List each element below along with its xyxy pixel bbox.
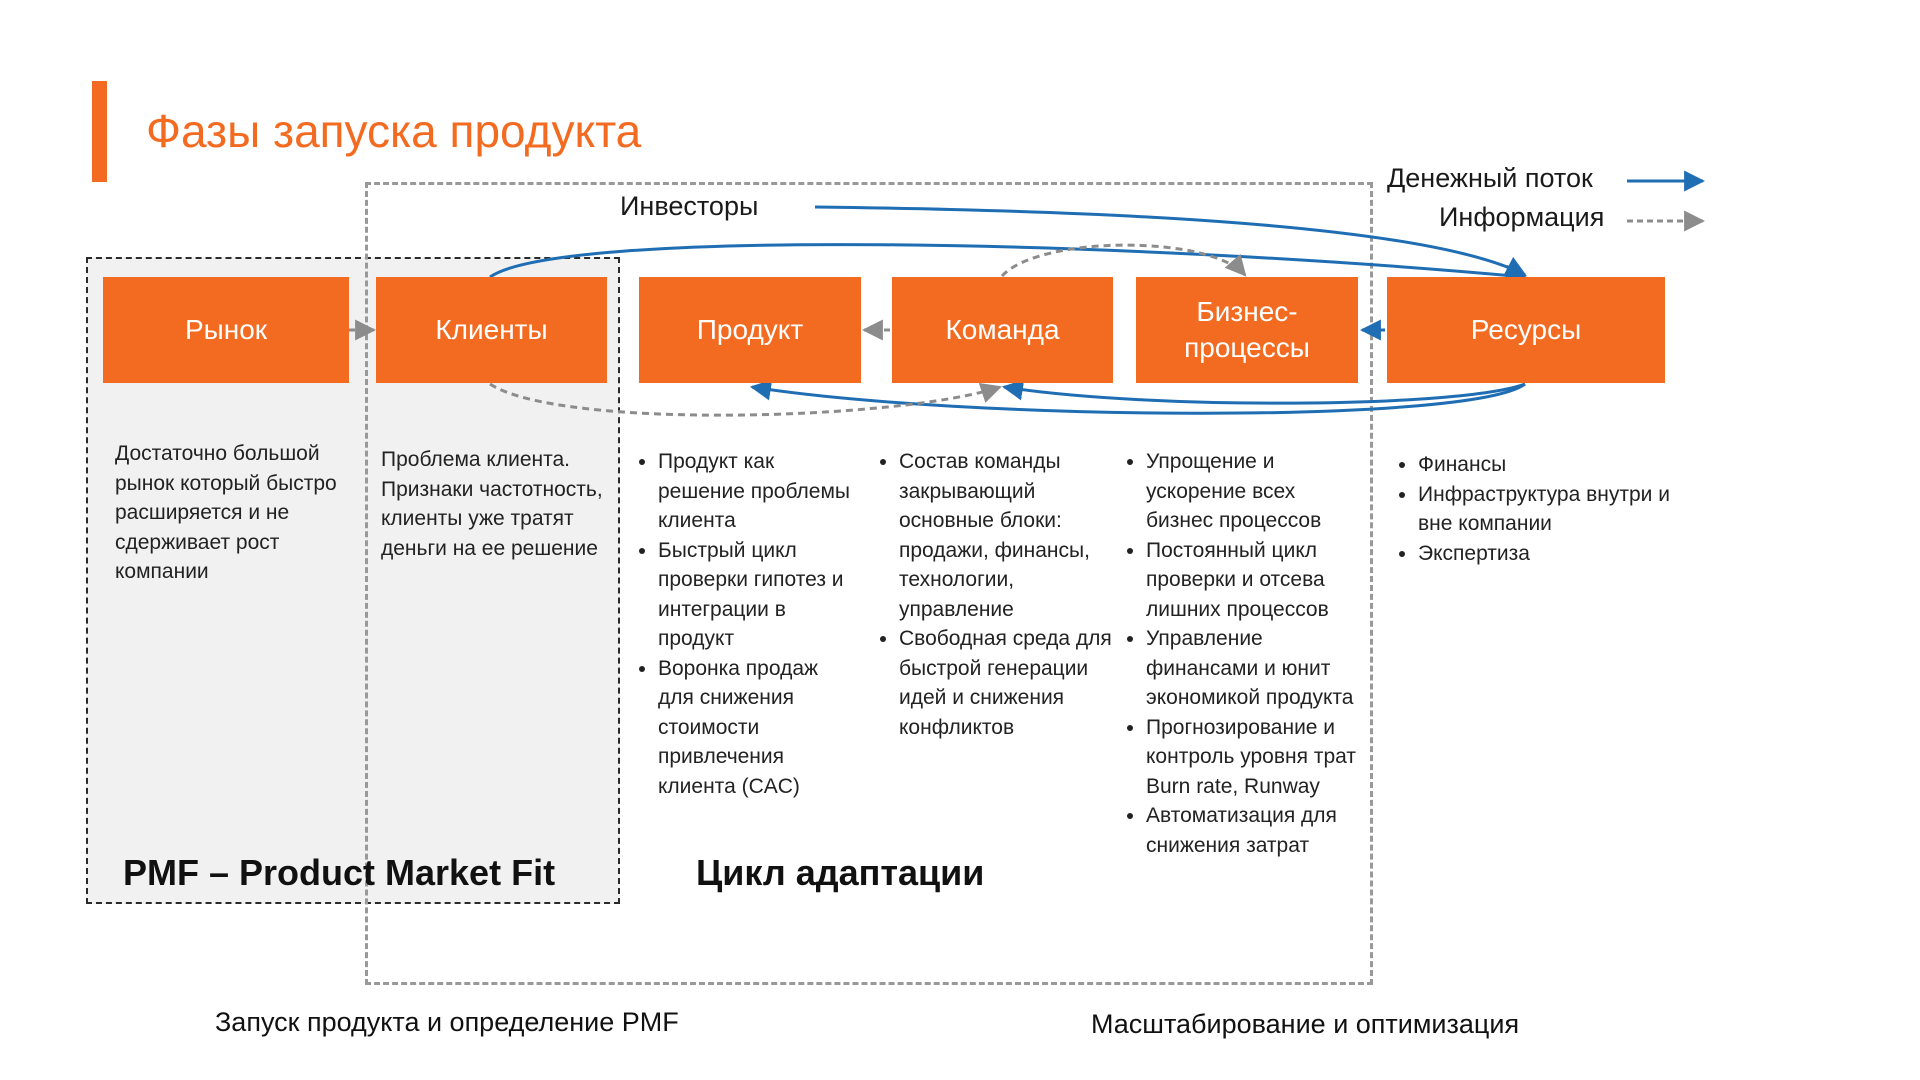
adaptation-cycle-label: Цикл адаптации	[696, 852, 985, 893]
desc-bp-item: • Прогнозирование и контроль уровня трат Burn rate, Runway	[1146, 713, 1366, 802]
desc-bp-item: • Автоматизация для снижения затрат	[1146, 801, 1366, 860]
box-business-processes	[1136, 277, 1358, 383]
box-market: Рынок	[103, 277, 349, 383]
box-product: Продукт	[639, 277, 861, 383]
desc-clients-text: Проблема клиента. Признаки частотность, клиенты уже тратят деньги на ее решение	[381, 448, 603, 560]
desc-bp-item: • Постоянный цикл проверки и отсева лишних процессов	[1146, 536, 1366, 625]
box-team: Команда	[892, 277, 1113, 383]
legend-money-label: Денежный поток	[1387, 163, 1593, 193]
desc-product-item: • Воронка продаж для снижения стоимости привлечения клиента (CAC)	[658, 654, 858, 802]
desc-resources	[1393, 450, 1683, 568]
money-arrow-resources-team	[1004, 384, 1525, 403]
pmf-label: PMF – Product Market Fit	[123, 852, 556, 893]
box-clients: Клиенты	[376, 277, 607, 383]
page-title: Фазы запуска продукта	[146, 105, 642, 157]
phase-launch-label: Запуск продукта и определение PMF	[215, 1007, 679, 1037]
desc-market	[115, 439, 355, 587]
box-business-processes-line1: Бизнес-	[1196, 296, 1298, 327]
desc-clients	[381, 445, 606, 563]
desc-product	[633, 447, 858, 801]
desc-team	[874, 447, 1114, 742]
desc-resources-item: • Финансы	[1418, 450, 1683, 480]
desc-resources-item: • Инфраструктура внутри и вне компании	[1418, 480, 1683, 539]
investors-label: Инвесторы	[620, 191, 759, 221]
desc-market-text: Достаточно большой рынок который быстро расширяется и не сдерживает рост компании	[115, 442, 337, 583]
box-resources: Ресурсы	[1387, 277, 1665, 383]
phase-scaling-label: Масштабирование и оптимизация	[1091, 1009, 1520, 1039]
info-arrow-clients-team	[490, 384, 1000, 415]
money-arrow-investors-resources	[815, 207, 1525, 275]
desc-bp-item: • Управление финансами и юнит экономикой продукта	[1146, 624, 1366, 713]
legend-info-label: Информация	[1439, 202, 1605, 232]
desc-team-item: • Состав команды закрывающий основные блоки: продажи, финансы, технологии, управление	[899, 447, 1114, 624]
desc-team-item: • Свободная среда для быстрой генерации идей и снижения конфликтов	[899, 624, 1114, 742]
desc-product-item: • Продукт как решение проблемы клиента	[658, 447, 858, 536]
desc-business-processes	[1121, 447, 1366, 860]
desc-bp-item: • Упрощение и ускорение всех бизнес процессов	[1146, 447, 1366, 536]
desc-product-item: • Быстрый цикл проверки гипотез и интеграции в продукт	[658, 536, 858, 654]
desc-resources-item: • Экспертиза	[1418, 539, 1683, 569]
box-business-processes-line2: процессы	[1184, 332, 1310, 363]
